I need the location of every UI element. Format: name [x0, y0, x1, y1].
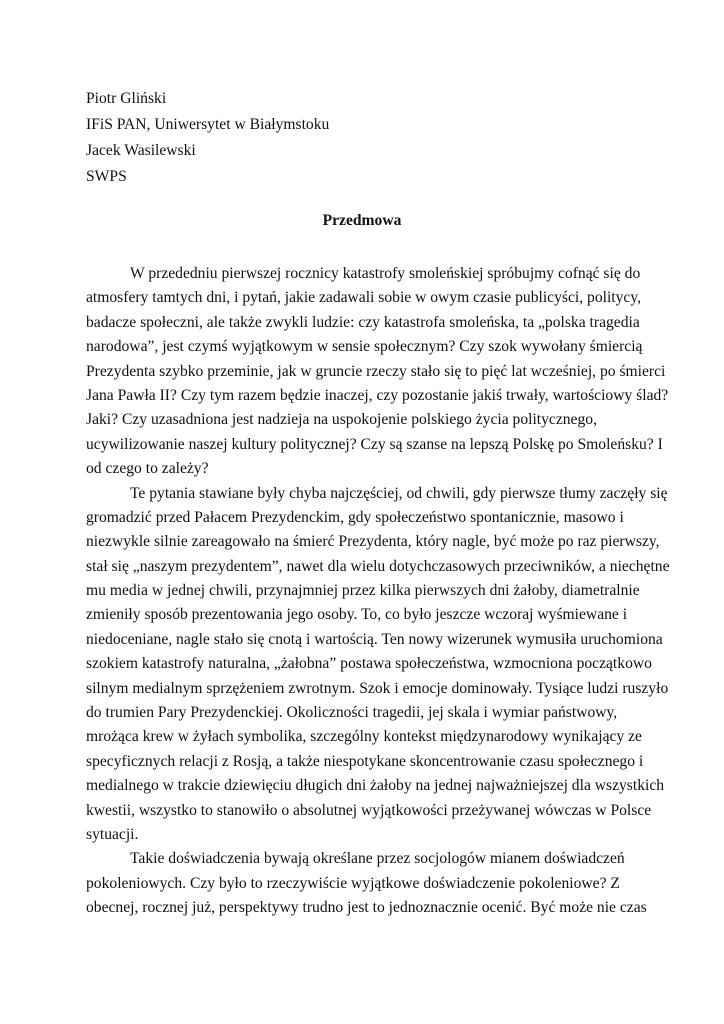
paragraph-line: Prezydenta szybko przeminie, jak w gruncie rzeczy stało się to pięć lat wcześniej, po śmierci — [86, 362, 666, 380]
paragraph-line: zmieniły sposób prezentowania jego osoby. To, co było jeszcze wczoraj wyśmiewane i — [86, 606, 628, 624]
paragraph-line: silnym medialnym sprzężeniem zwrotnym. Szok i emocje dominowały. Tysiące ludzi ruszyło — [86, 679, 669, 697]
paragraph-line: gromadzić przed Pałacem Prezydenckim, gdy społeczeństwo spontanicznie, masowo i — [86, 508, 624, 526]
paragraph-line: specyficznych relacji z Rosją, a także niespotykane skoncentrowanie czasu społecznego i — [86, 752, 644, 770]
document-title: Przedmowa — [322, 212, 402, 229]
paragraph-line: niedoceniane, nagle stało się cnotą i wartością. Ten nowy wizerunek wymusiła uruchomiona — [86, 630, 663, 648]
paragraph-line: ucywilizowanie naszej kultury politycznej? Czy są szanse na lepszą Polskę po Smoleńsku? I — [86, 435, 663, 453]
paragraph-line: Jaki? Czy uzasadniona jest nadzieja na uspokojenie polskiego życia politycznego, — [86, 411, 597, 429]
paragraph-line: W przededniu pierwszej rocznicy katastrofy smoleńskiej spróbujmy cofnąć się do — [130, 265, 641, 282]
paragraph-line: Jana Pawła II? Czy tym razem będzie inaczej, czy pozostanie jakiś trwały, wartościowy ślad? — [86, 386, 669, 404]
paragraph-line: do trumien Pary Prezydenckiej. Okoliczności tragedii, jej skala i wymiar państwowy, — [86, 704, 618, 722]
body-text — [86, 262, 670, 921]
paragraph-line: medialnego w trakcie dziewięciu długich dni żałoby na jednej najważniejszej dla wszystkich — [86, 777, 665, 795]
paragraph-line: stał się „naszym prezydentem”, nawet dla wielu dotychczasowych przeciwników, a niechętne — [86, 557, 670, 575]
paragraph-line: pokoleniowych. Czy było to rzeczywiście wyjątkowe doświadczenie pokoleniowe? Z — [86, 874, 620, 892]
paragraph-line: kwestii, wszystko to stanowiło o absolutnej wyjątkowości przeżywanej wówczas w Polsce — [86, 801, 652, 819]
paragraph-line: od czego to zależy? — [86, 460, 209, 478]
paragraph-line: mu media w jednej chwili, przynajmniej przez kilka pierwszych dni żałoby, diametralnie — [86, 582, 640, 600]
paragraph-line: obecnej, rocznej już, perspektywy trudno jest to jednoznacznie ocenić. Być może nie czas — [86, 899, 647, 917]
author-name: Piotr Gliński — [86, 90, 167, 107]
paragraph-line: sytuacji. — [86, 825, 139, 843]
paragraph-line: szokiem katastrofy naturalna, „żałobna” postawa społeczeństwa, wzmocniona początkowo — [86, 655, 652, 673]
paragraph-line: Te pytania stawiane były chyba najczęściej, od chwili, gdy pierwsze tłumy zaczęły się — [130, 484, 668, 502]
paragraph-line: niezwykle silnie zareagowało na śmierć Prezydenta, który nagle, być może po raz pierwszy, — [86, 533, 660, 551]
author-affiliation-block — [86, 86, 329, 190]
author-affiliation: SWPS — [86, 168, 127, 185]
author-affiliation: IFiS PAN, Uniwersytet w Białymstoku — [86, 116, 330, 133]
author-name: Jacek Wasilewski — [86, 142, 196, 159]
paragraph-line: mrożąca krew w żyłach symbolika, szczególny kontekst międzynarodowy wynikający ze — [86, 728, 642, 746]
paragraph-line: Takie doświadczenia bywają określane przez socjologów mianem doświadczeń — [130, 850, 625, 868]
paragraph-line: atmosfery tamtych dni, i pytań, jakie zadawali sobie w owym czasie publicyści, politycy, — [86, 289, 642, 307]
paragraph-line: narodowa”, jest czymś wyjątkowym w sensie społecznym? Czy szok wywołany śmiercią — [86, 338, 643, 356]
paragraph-line: badacze społeczni, ale także zwykli ludzie: czy katastrofa smoleńska, ta „polska tragedia — [86, 313, 640, 331]
